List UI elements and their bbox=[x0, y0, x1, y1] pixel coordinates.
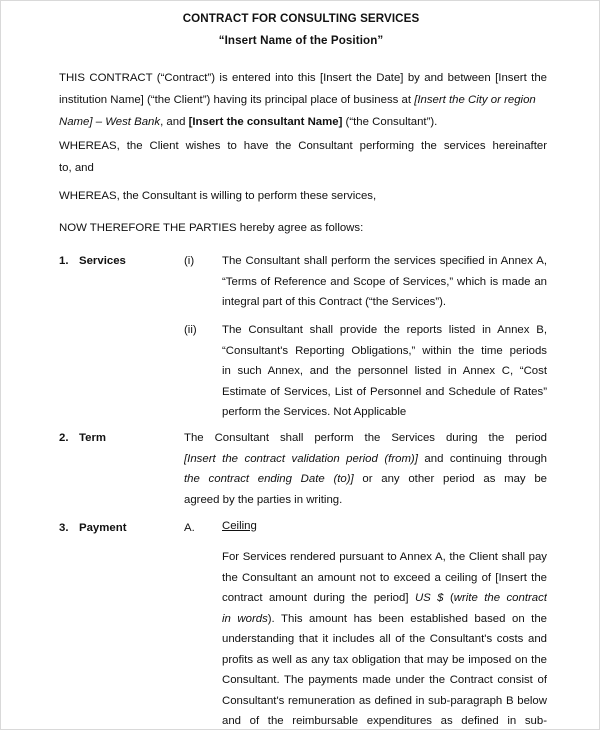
now-therefore-paragraph: NOW THEREFORE THE PARTIES hereby agree as follows: bbox=[59, 222, 364, 234]
whereas1-line-2: to, and bbox=[59, 162, 94, 174]
document-title: CONTRACT FOR CONSULTING SERVICES bbox=[182, 12, 420, 25]
intro-line-2: institution Name] (“the Client”) having its principal place of business at [Insert the City or region bbox=[59, 94, 536, 106]
subsection-a-marker: A. bbox=[184, 522, 195, 534]
section-3-heading: Payment bbox=[79, 522, 127, 534]
document-subtitle: “Insert Name of the Position” bbox=[218, 34, 384, 47]
clause-i-text: The Consultant shall perform the services specified in Annex A, “Terms of Reference and Scope of Services,” which is made an integral part of this Contract (“the Services”). bbox=[222, 255, 547, 308]
whereas-paragraph-1 bbox=[59, 135, 547, 179]
intro-line-3: Name] – West Bank, and [Insert the consultant Name] (“the Consultant”). bbox=[59, 116, 438, 128]
section-2-number: 2. bbox=[59, 432, 69, 444]
ceiling-heading: Ceiling bbox=[222, 520, 257, 532]
clause-ii-text: The Consultant shall provide the reports listed in Annex B, “Consultant's Reporting Obligations,” within the time periods in such Annex, and the personnel listed in Annex C, “Cost Estimate of Services, List of Personnel and Schedule of Rates” perform the Services. Not Applicable bbox=[222, 324, 547, 418]
ceiling-text: For Services rendered pursuant to Annex A, the Client shall pay the Consultant an amount not to exceed a ceiling of [Insert the contract amount during the period] US $ (write the contract in words). This amount has been established based on the understanding that it includes all of the Consultant's costs and profits as well as any tax obligation that may be imposed on the Consultant. The payments made under the Contract consist of Consultant's remuneration as defined in sub-paragraph B below and of the reimbursable expenditures as defined in sub- bbox=[222, 551, 547, 727]
intro-line-1: THIS CONTRACT (“Contract”) is entered into this [Insert the Date] by and between [Insert the bbox=[59, 72, 547, 84]
clause-ii-marker: (ii) bbox=[184, 324, 197, 336]
whereas-paragraph-2: WHEREAS, the Consultant is willing to perform these services, bbox=[59, 190, 377, 202]
whereas1-line-1: WHEREAS, the Client wishes to have the Consultant performing the services hereinafter bbox=[59, 140, 547, 152]
section-3-number: 3. bbox=[59, 522, 69, 534]
intro-paragraph bbox=[59, 67, 547, 133]
section-1-heading: Services bbox=[79, 255, 126, 267]
clause-i-marker: (i) bbox=[184, 255, 195, 267]
section-2-heading: Term bbox=[79, 432, 107, 444]
term-text: The Consultant shall perform the Services during the period [Insert the contract validation period (from)] and continuing through the contract ending Date (to)] or any other period as may be agreed by the parties in writing. bbox=[184, 432, 547, 506]
section-1-number: 1. bbox=[59, 255, 69, 267]
